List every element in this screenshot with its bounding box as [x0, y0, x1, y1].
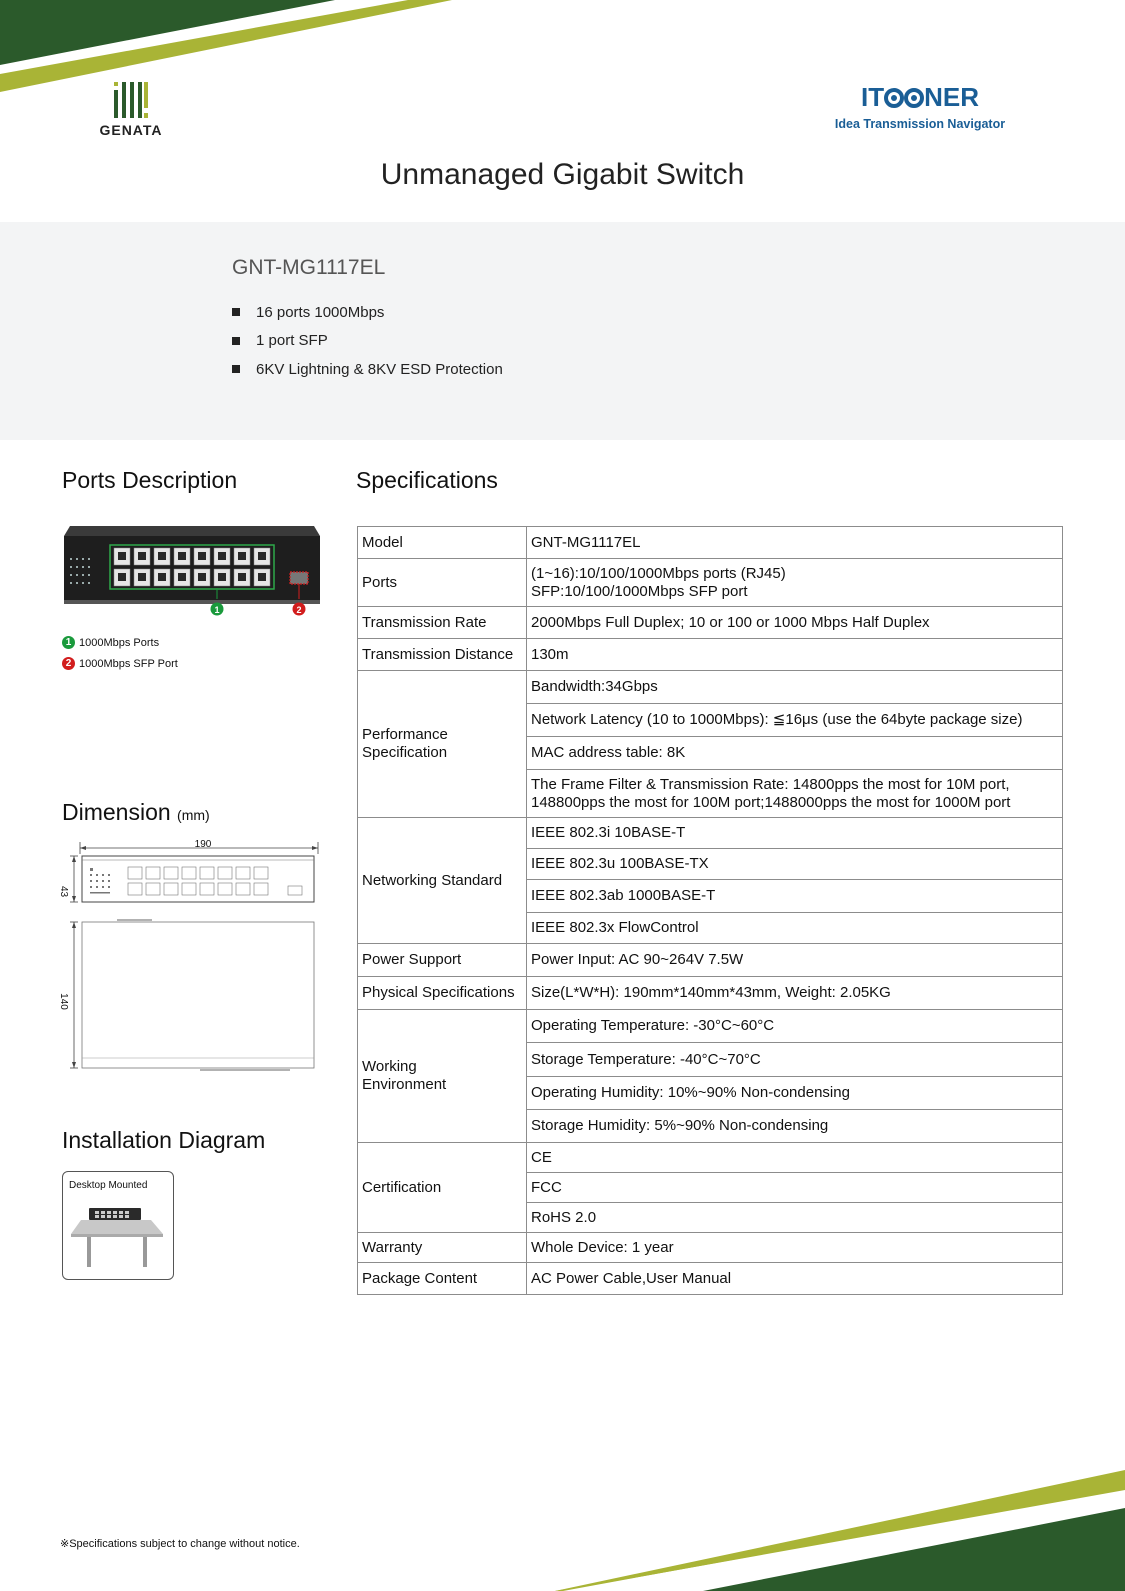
spec-value: Power Input: AC 90~264V 7.5W — [527, 944, 1063, 977]
spec-row — [358, 1010, 1063, 1043]
genata-logo — [96, 82, 166, 142]
spec-value: AC Power Cable,User Manual — [527, 1263, 1063, 1295]
spec-value: Whole Device: 1 year — [527, 1233, 1063, 1263]
spec-row — [358, 1233, 1063, 1263]
bullet-square-icon — [232, 308, 240, 316]
spec-key: Performance Specification — [358, 671, 527, 818]
spec-value: Network Latency (10 to 1000Mbps): ≦16μs (use the 64byte package size) — [527, 704, 1063, 737]
specifications-title: Specifications — [356, 467, 498, 493]
spec-row — [358, 818, 1063, 849]
genata-logo-mark — [113, 82, 149, 118]
spec-value: RoHS 2.0 — [527, 1203, 1063, 1233]
bottom-corner-decoration — [555, 1470, 1125, 1591]
spec-key: Working Environment — [358, 1010, 527, 1143]
spec-row — [358, 559, 1063, 607]
spec-value: Operating Humidity: 10%~90% Non-condensing — [527, 1077, 1063, 1110]
spec-key: Certification — [358, 1143, 527, 1233]
spec-value: FCC — [527, 1173, 1063, 1203]
spec-value: CE — [527, 1143, 1063, 1173]
genata-logo-text: GENATA — [99, 122, 163, 138]
svg-text:2: 2 — [296, 605, 302, 615]
spec-row — [358, 607, 1063, 639]
spec-value: 130m — [527, 639, 1063, 671]
footnote: ※Specifications subject to change without notice. — [60, 1538, 300, 1550]
feature-item: 6KV Lightning & 8KV ESD Protection — [232, 355, 503, 384]
installation-label: Desktop Mounted — [69, 1180, 148, 1191]
dimension-drawing — [62, 836, 327, 1088]
spec-row — [358, 639, 1063, 671]
feature-item: 16 ports 1000Mbps — [232, 298, 503, 327]
installation-title: Installation Diagram — [62, 1127, 266, 1153]
spec-value: GNT-MG1117EL — [527, 527, 1063, 559]
port-legend-item: 2 1000Mbps SFP Port — [62, 657, 178, 670]
port-number-badge: 2 — [62, 657, 75, 670]
itooner-tagline: Idea Transmission Navigator — [834, 117, 1006, 131]
specifications-table — [357, 526, 1063, 1295]
spec-key: Ports — [358, 559, 527, 607]
spec-row — [358, 944, 1063, 977]
spec-value: MAC address table: 8K — [527, 737, 1063, 770]
feature-list — [232, 298, 503, 384]
spec-value: Bandwidth:34Gbps — [527, 671, 1063, 704]
switch-front-panel-image — [62, 526, 322, 618]
dimension-depth-label: 140 — [57, 993, 69, 1010]
spec-key: Networking Standard — [358, 818, 527, 944]
spec-key: Warranty — [358, 1233, 527, 1263]
dimension-height-label: 43 — [58, 885, 70, 898]
page-title: Unmanaged Gigabit Switch — [380, 158, 745, 191]
spec-row — [358, 977, 1063, 1010]
spec-value: Size(L*W*H): 190mm*140mm*43mm, Weight: 2.05KG — [527, 977, 1063, 1010]
top-corner-decoration — [0, 0, 460, 100]
spec-key: Model — [358, 527, 527, 559]
desktop-mount-illustration — [71, 1206, 165, 1270]
spec-row — [358, 1143, 1063, 1173]
spec-key: Transmission Rate — [358, 607, 527, 639]
spec-key: Physical Specifications — [358, 977, 527, 1010]
spec-value: The Frame Filter & Transmission Rate: 14800pps the most for 10M port, 148800pps the most for 100M port;1488000pps the most for 1000M port — [527, 770, 1063, 818]
spec-value: Storage Humidity: 5%~90% Non-condensing — [527, 1110, 1063, 1143]
spec-row — [358, 1263, 1063, 1295]
itooner-logo — [830, 82, 1020, 134]
spec-key: Power Support — [358, 944, 527, 977]
spec-value: Operating Temperature: -30°C~60°C — [527, 1010, 1063, 1043]
spec-row — [358, 527, 1063, 559]
ports-description-title: Ports Description — [62, 467, 238, 493]
bullet-square-icon — [232, 337, 240, 345]
bullet-square-icon — [232, 365, 240, 373]
product-summary-band — [0, 222, 1125, 440]
model-name: GNT-MG1117EL — [232, 256, 386, 279]
port-number-badge: 1 — [62, 636, 75, 649]
spec-value: 2000Mbps Full Duplex; 10 or 100 or 1000 Mbps Half Duplex — [527, 607, 1063, 639]
feature-item: 1 port SFP — [232, 327, 503, 356]
installation-card — [62, 1171, 174, 1280]
svg-text:1: 1 — [214, 605, 220, 615]
spec-row — [358, 671, 1063, 704]
dimension-title: Dimension (mm) — [62, 799, 210, 825]
dimension-width-label: 190 — [194, 839, 212, 850]
spec-value: Storage Temperature: -40°C~70°C — [527, 1043, 1063, 1077]
spec-key: Package Content — [358, 1263, 527, 1295]
port-legend-item: 1 1000Mbps Ports — [62, 636, 159, 649]
spec-value: IEEE 802.3x FlowControl — [527, 913, 1063, 944]
spec-key: Transmission Distance — [358, 639, 527, 671]
spec-value: IEEE 802.3i 10BASE-T — [527, 818, 1063, 849]
spec-value: (1~16):10/100/1000Mbps ports (RJ45) SFP:10/100/1000Mbps SFP port — [527, 559, 1063, 607]
spec-value: IEEE 802.3ab 1000BASE-T — [527, 880, 1063, 913]
spec-value: IEEE 802.3u 100BASE-TX — [527, 849, 1063, 880]
itooner-logo-text: IT NER — [860, 82, 979, 112]
